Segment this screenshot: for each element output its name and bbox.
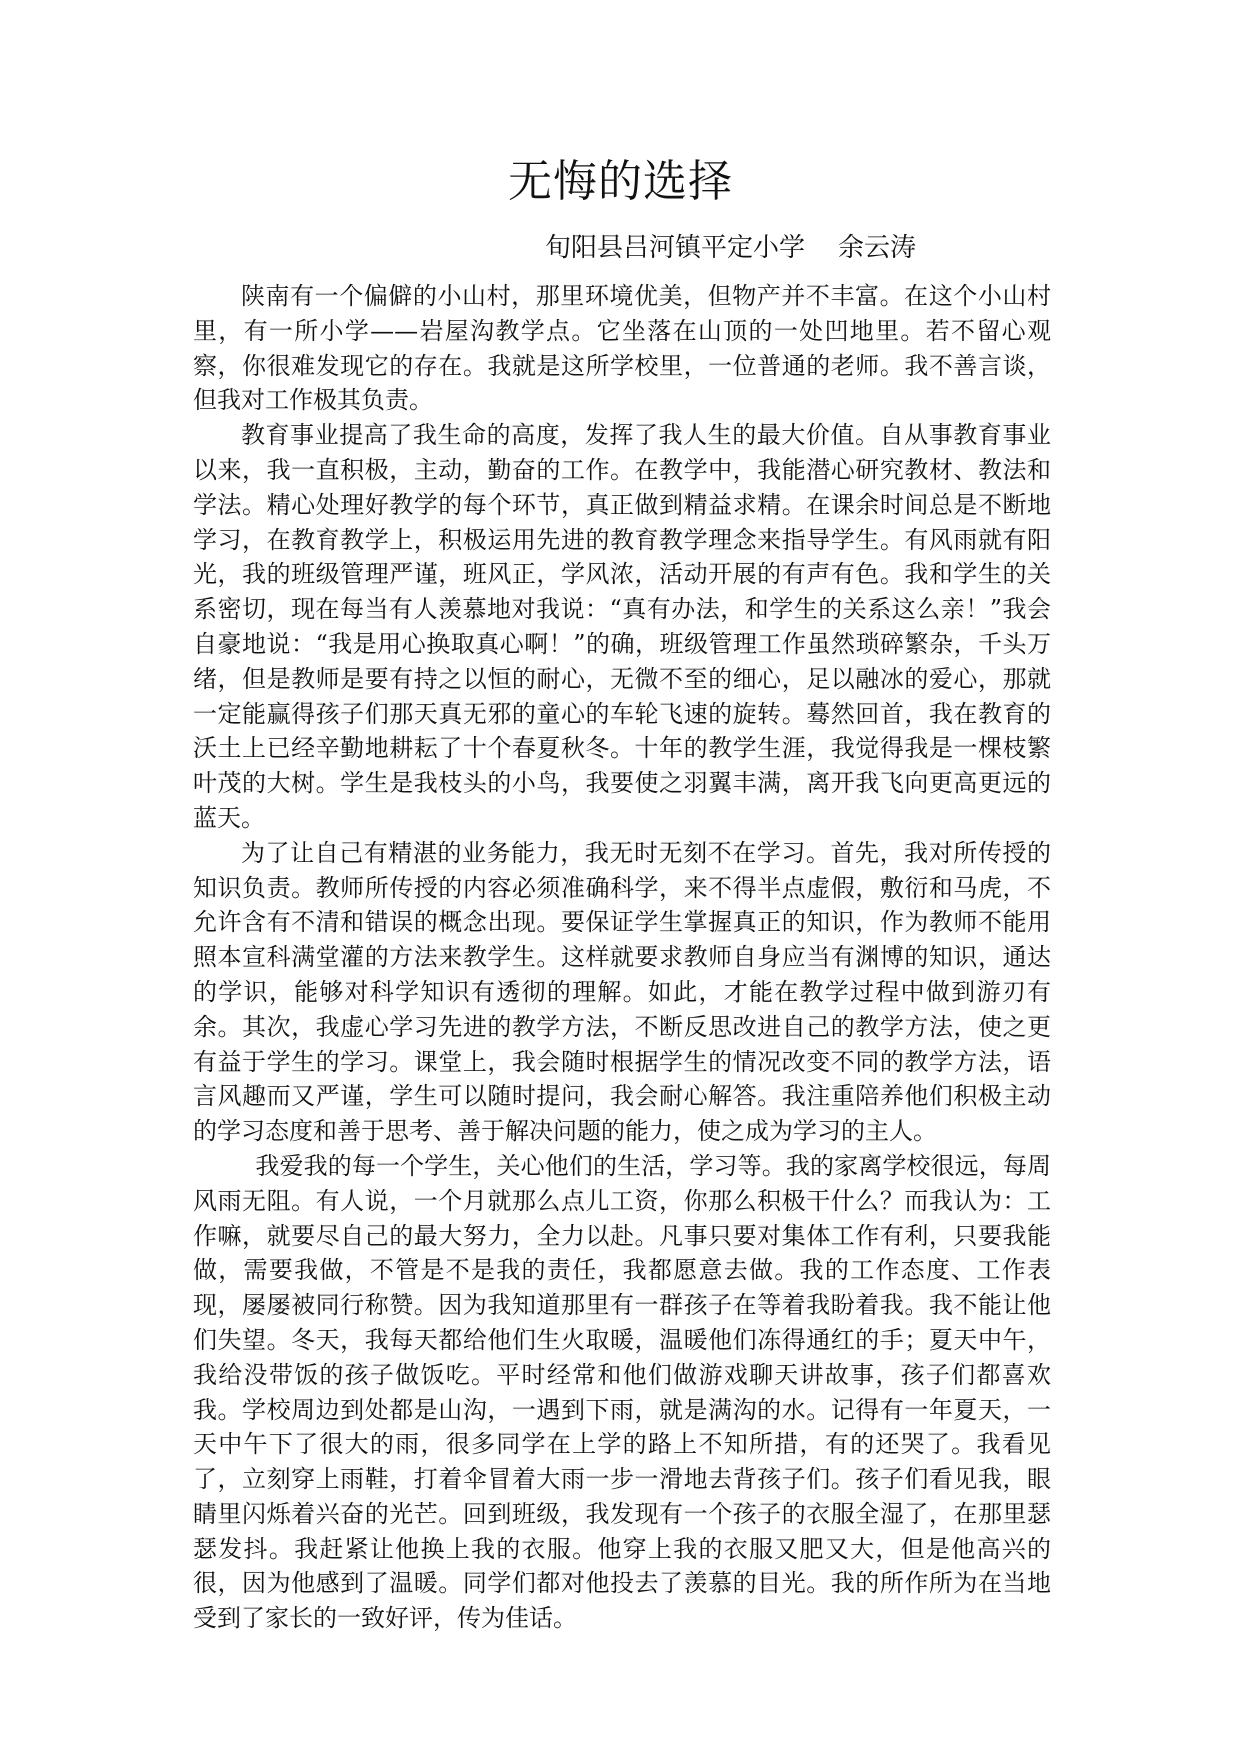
paragraph: 陕南有一个偏僻的小山村，那里环境优美，但物产并不丰富。在这个小山村里，有一所小学——岩屋沟教学点。它坐落在山顶的一处凹地里。若不留心观察，你很难发现它的存在。我就是这所学校里，一位普通的老师。我不善言谈，但我对工作极其负责。 xyxy=(193,282,1051,415)
document-body xyxy=(193,279,1051,1636)
paragraph: 我爱我的每一个学生，关心他们的生活，学习等。我的家离学校很远，每周风雨无阻。有人说，一个月就那么点儿工资，你那么积极干什么？而我认为：工作嘛，就要尽自己的最大努力，全力以赴。凡事只要对集体工作有利，只要我能做，需要我做，不管是不是我的责任，我都愿意去做。我的工作态度、工作表现，屡屡被同行称赞。因为我知道那里有一群孩子在等着我盼着我。我不能让他们失望。冬天，我每天都给他们生火取暖，温暖他们冻得通红的手；夏天中午，我给没带饭的孩子做饭吃。平时经常和他们做游戏聊天讲故事，孩子们都喜欢我。学校周边到处都是山沟，一遇到下雨，就是满沟的水。记得有一年夏天，一天中午下了很大的雨，很多同学在上学的路上不知所措，有的还哭了。我看见了，立刻穿上雨鞋，打着伞冒着大雨一步一滑地去背孩子们。孩子们看见我，眼睛里闪烁着兴奋的光芒。回到班级，我发现有一个孩子的衣服全湿了，在那里瑟瑟发抖。我赶紧让他换上我的衣服。他穿上我的衣服又肥又大，但是他高兴的很，因为他感到了温暖。同学们都对他投去了羡慕的目光。我的所作所为在当地受到了家长的一致好评，传为佳话。 xyxy=(193,1151,1051,1633)
paragraph: 为了让自己有精湛的业务能力，我无时无刻不在学习。首先，我对所传授的知识负责。教师所传授的内容必须准确科学，来不得半点虚假，敷衍和马虎，不允许含有不清和错误的概念出现。要保证学生掌握真正的知识，作为教师不能用照本宣科满堂灌的方法来教学生。这样就要求教师自身应当有渊博的知识，通达的学识，能够对科学知识有透彻的理解。如此，才能在教学过程中做到游刃有余。其次，我虚心学习先进的教学方法，不断反思改进自己的教学方法，使之更有益于学生的学习。课堂上，我会随时根据学生的情况改变不同的教学方法，语言风趣而又严谨，学生可以随时提问，我会耐心解答。我注重陪养他们积极主动的学习态度和善于思考、善于解决问题的能力，使之成为学习的主人。 xyxy=(193,838,1051,1146)
document-title: 无悔的选择 xyxy=(508,156,733,207)
author-byline: 旬阳县吕河镇平定小学 余云涛 xyxy=(545,233,917,263)
paragraph: 教育事业提高了我生命的高度，发挥了我人生的最大价值。自从事教育事业以来，我一直积极，主动，勤奋的工作。在教学中，我能潜心研究教材、教法和学法。精心处理好教学的每个环节，真正做到精益求精。在课余时间总是不断地学习，在教育教学上，积极运用先进的教育教学理念来指导学生。有风雨就有阳光，我的班级管理严谨，班风正，学风浓，活动开展的有声有色。我和学生的关系密切，现在每当有人羡慕地对我说：“真有办法，和学生的关系这么亲！”我会自豪地说：“我是用心换取真心啊！”的确，班级管理工作虽然琐碎繁杂，千头万绪，但是教师是要有持之以恒的耐心，无微不至的细心，足以融冰的爱心，那就一定能赢得孩子们那天真无邪的童心的车轮飞速的旋转。蓦然回首，我在教育的沃土上已经辛勤地耕耘了十个春夏秋冬。十年的教学生涯，我觉得我是一棵枝繁叶茂的大树。学生是我枝头的小鸟，我要使之羽翼丰满，离开我飞向更高更远的蓝天。 xyxy=(193,421,1051,832)
